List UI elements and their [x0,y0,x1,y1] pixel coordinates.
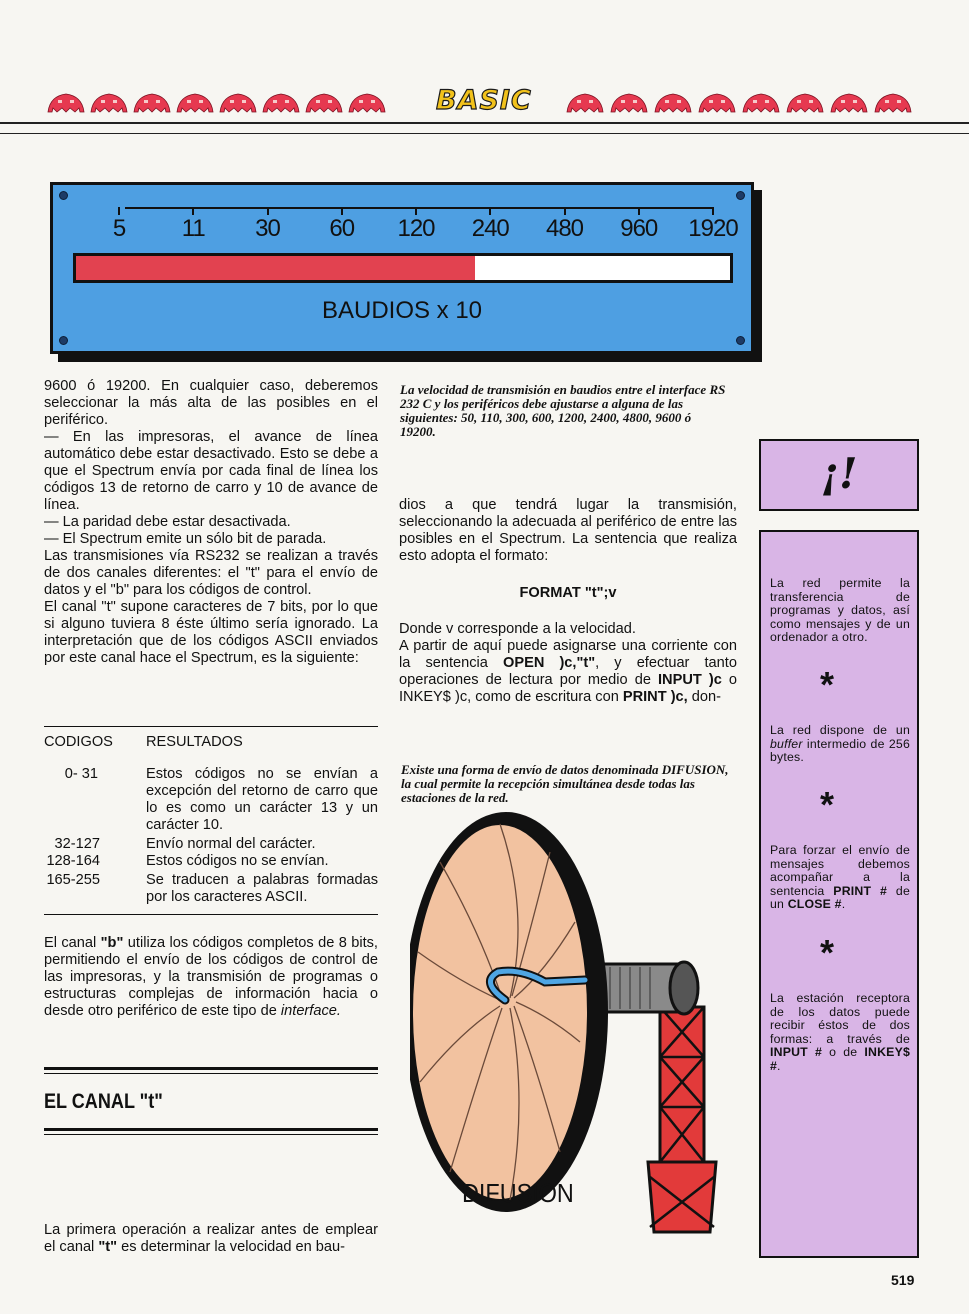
header-rule-bottom [0,133,969,134]
text-span-bold: PRINT # [833,883,888,898]
text-span: o de [822,1045,865,1060]
screw-icon [59,191,68,200]
code-result: Estos códigos no se envían. [146,853,329,869]
asterisk-icon: * [820,932,835,973]
text-span-bold: OPEN )c,"t" [503,655,596,671]
scale-tick [415,207,417,215]
canal-b-paragraph [44,935,378,1020]
final-paragraph [44,1222,378,1256]
code-range: 0- 31 [64,766,98,782]
text-span-bold: "t" [98,1239,118,1255]
difusion-caption: Existe una forma de envío de datos denominada DIFUSION, la cual permite la recepción simultánea desde todas las estaciones de la red. [401,762,729,805]
text-span: . [777,1058,781,1073]
table-header-codes: CODIGOS [44,734,113,750]
code-range: 128-164 [46,853,100,869]
text-span-bold: INKEY$ # [770,1045,911,1073]
paragraph: — La paridad debe estar desactivada. [44,514,291,530]
asterisk-icon: * [820,664,835,705]
scale-tick [564,207,566,215]
text-span-italic: buffer [770,736,803,751]
sidebar-title-box [759,439,919,511]
scale-tick [712,207,714,215]
section-rule-top-thin [44,1073,378,1074]
baud-rate-panel [50,182,754,354]
text-span-bold: PRINT )c, [622,689,688,705]
scale-tick [192,207,194,215]
baud-unit-label: BAUDIOS x 10 [321,297,483,324]
scale-tick [638,207,640,215]
text-span-bold: CLOSE # [787,897,842,912]
format-statement: FORMAT "t";v [519,585,617,601]
scale-tick-label: 240 [471,215,509,242]
section-rule-bottom [44,1128,378,1131]
text-span-italic: interface. [280,1003,341,1019]
text-span: es determinar la velocidad en bau- [117,1239,346,1255]
sidebar-note-3 [770,844,910,912]
sidebar-note-1: La red permite la transferencia de programas y datos, así como mensajes y de un ordenador a otro. [770,576,910,645]
asterisk-icon: * [820,784,835,825]
scale-tick-label: 60 [329,215,355,242]
middle-paragraph-3 [399,638,737,706]
section-rule-bottom-thin [44,1134,378,1135]
text-span: La red dispone de un [770,723,910,737]
text-span: utiliza los códigos completos de 8 bits, permitiendo el envío de los códigos de control de las impresoras, y la transmisión de programas o estructuras complejas de información hacia o desde otro periférico de este tipo de [44,935,378,1019]
scale-tick [118,207,120,215]
text-span: A partir de aquí puede asignarse una corriente con la sentencia [399,638,737,671]
scale-tick-label: 5 [112,215,126,242]
scale-tick-label: 480 [545,215,584,242]
basic-logo: BASIC [436,85,532,116]
code-range: 165-255 [46,872,100,888]
difusion-label: DIFUSION [462,1178,574,1208]
left-column-text [44,378,378,667]
text-span: El canal [44,935,101,951]
table-rule-bottom [44,914,378,915]
text-span: o INKEY$ )c, como de escritura con [399,672,738,705]
sidebar-title: ¡! [820,449,858,498]
code-result: Se traducen a palabras formadas por los caracteres ASCII. [146,872,378,905]
header-rule-top [0,122,969,124]
baud-scale-line [125,207,713,209]
scale-tick-label: 11 [181,215,205,242]
section-rule-top [44,1067,378,1070]
paragraph: Las transmisiones vía RS232 se realizan a través de dos canales diferentes: el "t" para el envío de datos y el "b" para los códigos de control. [44,548,378,598]
table-rule-top [44,726,378,727]
text-span: Para forzar el envío de mensajes debemos acompañar a la sentencia [770,843,910,898]
header-decoration-left [46,88,396,118]
text-span-bold: "b" [100,935,124,951]
invader-border-right-icon [565,88,921,118]
invader-border-left-icon [46,88,396,118]
section-title: EL CANAL "t" [44,1090,163,1113]
table-header-results: RESULTADOS [146,734,243,750]
baud-level-fill [76,256,475,280]
code-result: Envío normal del carácter. [146,836,316,852]
text-span-bold: INPUT )c [658,672,722,688]
paragraph: El canal "t" supone caracteres de 7 bits, por lo que si alguno tuviera 8 éste último sería ignorado. La interpretación que de los códigos ASCII enviados por este canal hace el Spectrum, es la siguiente: [44,599,378,666]
paragraph: — En las impresoras, el avance de línea automático debe estar desactivado. Esto se debe a que el Spectrum envía por cada final de línea los códigos 13 de retorno de carro y 10 de avance de línea. [44,429,378,513]
scale-tick-label: 120 [397,215,435,242]
screw-icon [59,336,68,345]
text-span: intermedio de 256 bytes. [770,736,910,765]
screw-icon [736,191,745,200]
sidebar-note-4 [770,992,910,1074]
scale-tick [489,207,491,215]
paragraph: 9600 ó 19200. En cualquier caso, deberemos seleccionar la más alta de las posibles en el periférico. [44,378,378,428]
text-span: , y efectuar tanto operaciones de lectura por medio de [399,655,737,688]
middle-paragraph-1: dios a que tendrá lugar la transmisión, seleccionando la adecuada al periférico de entre las posibles en el Spectrum. La sentencia que realiza esto adopta el formato: [399,497,737,564]
text-span: don- [687,689,721,705]
scale-tick [267,207,269,215]
text-span: La estación receptora de los datos puede recibir éstos de dos formas: a través de [770,991,910,1046]
page-number: 519 [891,1272,915,1288]
text-span: La primera operación a realizar antes de emplear el canal [44,1222,378,1255]
screw-icon [736,336,745,345]
baud-level-bar [73,253,733,283]
text-span-bold: INPUT # [770,1045,823,1060]
scale-tick-label: 30 [255,215,280,242]
code-range: 32-127 [54,836,100,852]
code-result: Estos códigos no se envían a excepción del retorno de carro que lo es como un carácter 13 y un carácter 10. [146,766,378,833]
paragraph: — El Spectrum emite un sólo bit de parada. [44,531,327,547]
scale-tick [341,207,343,215]
text-span: . [841,897,846,912]
text-span: de un [770,883,911,912]
middle-paragraph-2: Donde v corresponde a la velocidad. [399,621,636,637]
header-decoration-right [565,88,921,118]
scale-tick-label: 960 [620,215,658,242]
sidebar-note-2 [770,724,910,765]
scale-tick-label: 1920 [688,215,738,242]
baud-caption: La velocidad de transmisión en baudios entre el interface RS 232 C y los periféricos debe ajustarse a alguna de las siguientes: 50, 110, 300, 600, 1200, 2400, 4800, 9600 ó 19200. [400,382,726,439]
